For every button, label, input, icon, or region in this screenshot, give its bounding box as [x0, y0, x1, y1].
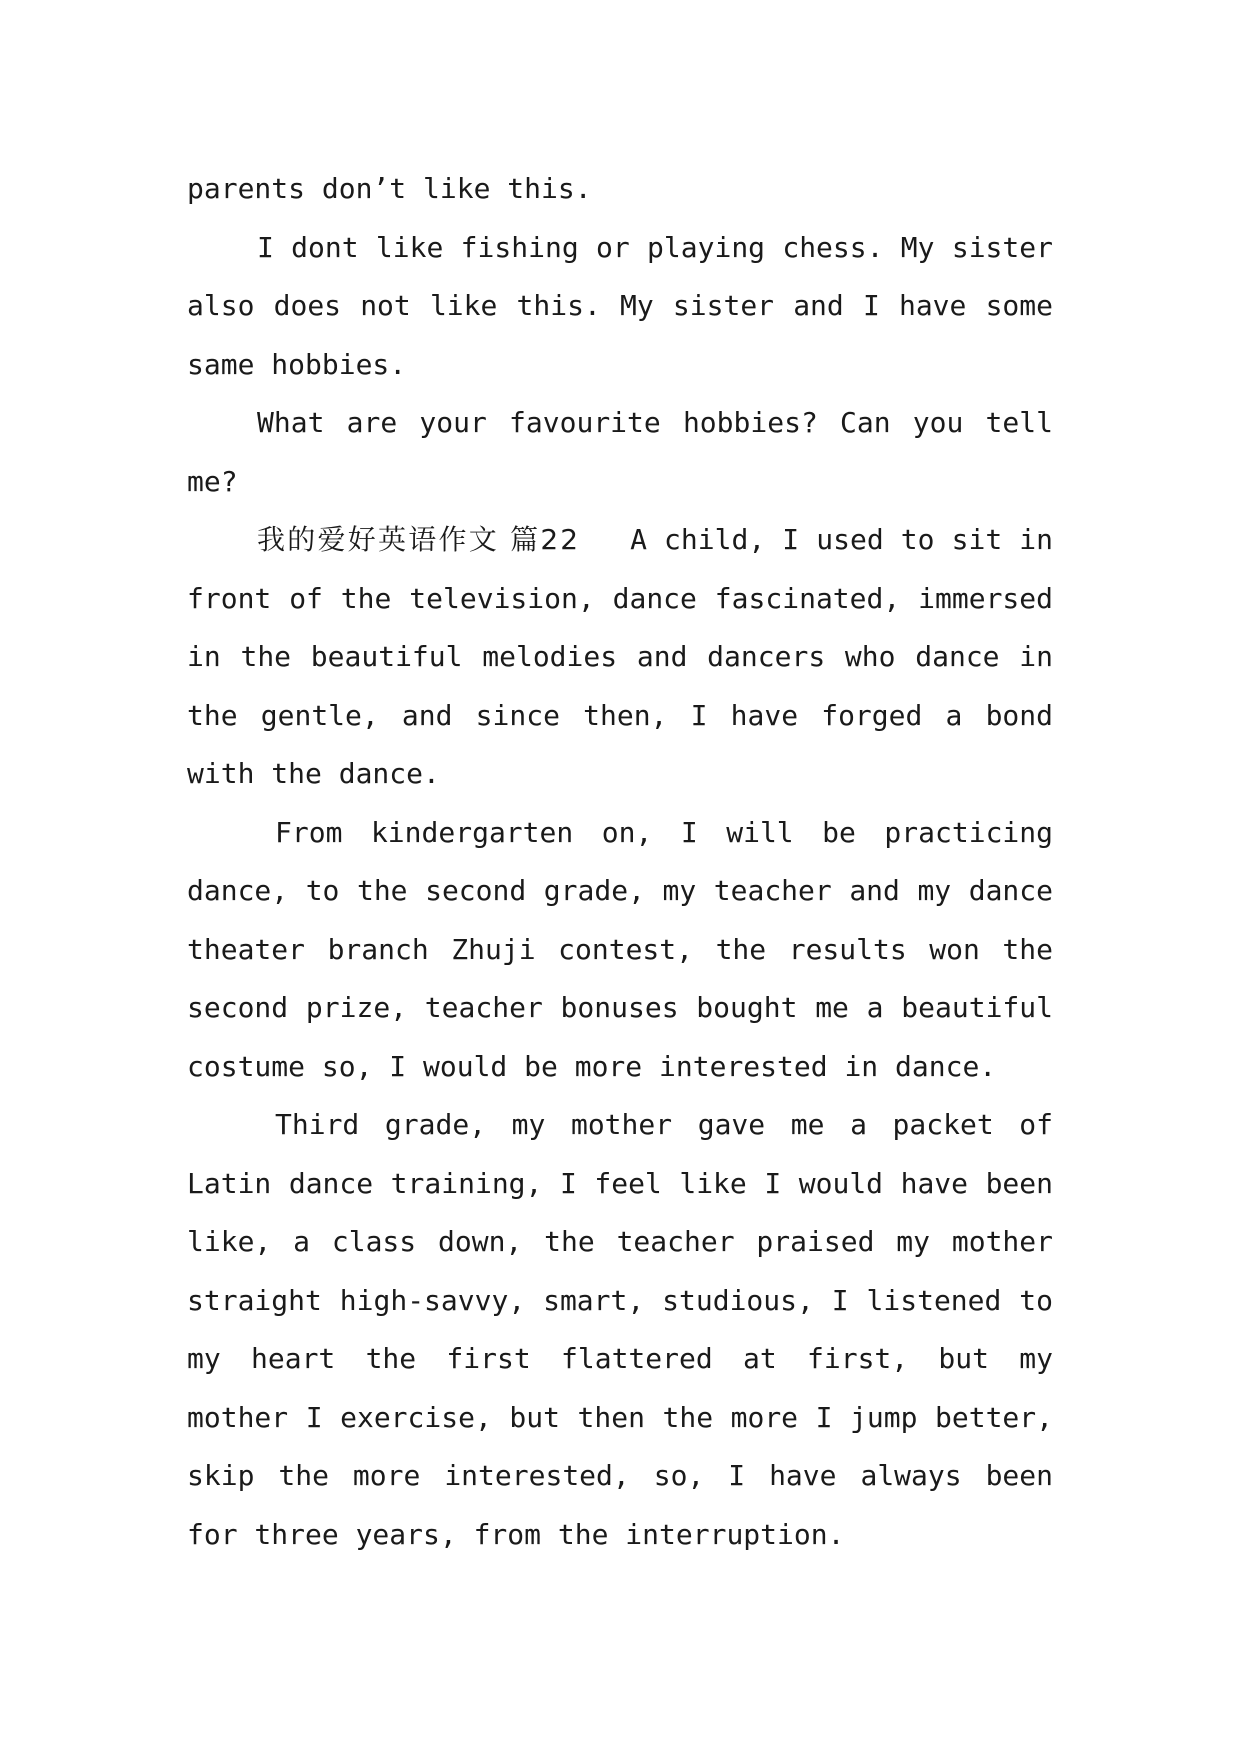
paragraph-text: Third grade, my mother gave me a packet of Latin dance training, I feel like I would have been like, a class down, the teacher praised my mother straight high-savvy, smart, studious, I listened to my heart the first flattered at first, but my mother I exercise, but then the more I jump better, skip the more interested, so, I have always been for three years, from the interruption.: [187, 1108, 1053, 1551]
document-body: [187, 160, 1053, 1564]
paragraph: [187, 219, 1053, 395]
paragraph-text: From kindergarten on, I will be practicing dance, to the second grade, my teacher and my dance theater branch Zhuji contest, the results won the second prize, teacher bonuses bought me a beautiful costume so, I would be more interested in dance.: [187, 815, 1053, 1083]
paragraph: [187, 394, 1053, 511]
paragraph-text: A child, I used to sit in front of the television, dance fascinated, immersed in the beautiful melodies and dancers who dance in the gentle, and since then, I have forged a bond with the dance.: [187, 523, 1054, 790]
paragraph-text: What are your favourite hobbies? Can you tell me?: [187, 406, 1053, 498]
paragraph-text: parents don’t like this.: [187, 172, 592, 205]
paragraph-text: I dont like fishing or playing chess. My sister also does not like this. My sister and I have some same hobbies.: [187, 230, 1053, 381]
paragraph-continuation: [187, 160, 1053, 219]
paragraph: [187, 804, 1053, 1097]
paragraph-with-heading: [187, 511, 1053, 804]
paragraph: [187, 1096, 1053, 1564]
essay-heading: 我的爱好英语作文 篇22: [257, 523, 581, 556]
